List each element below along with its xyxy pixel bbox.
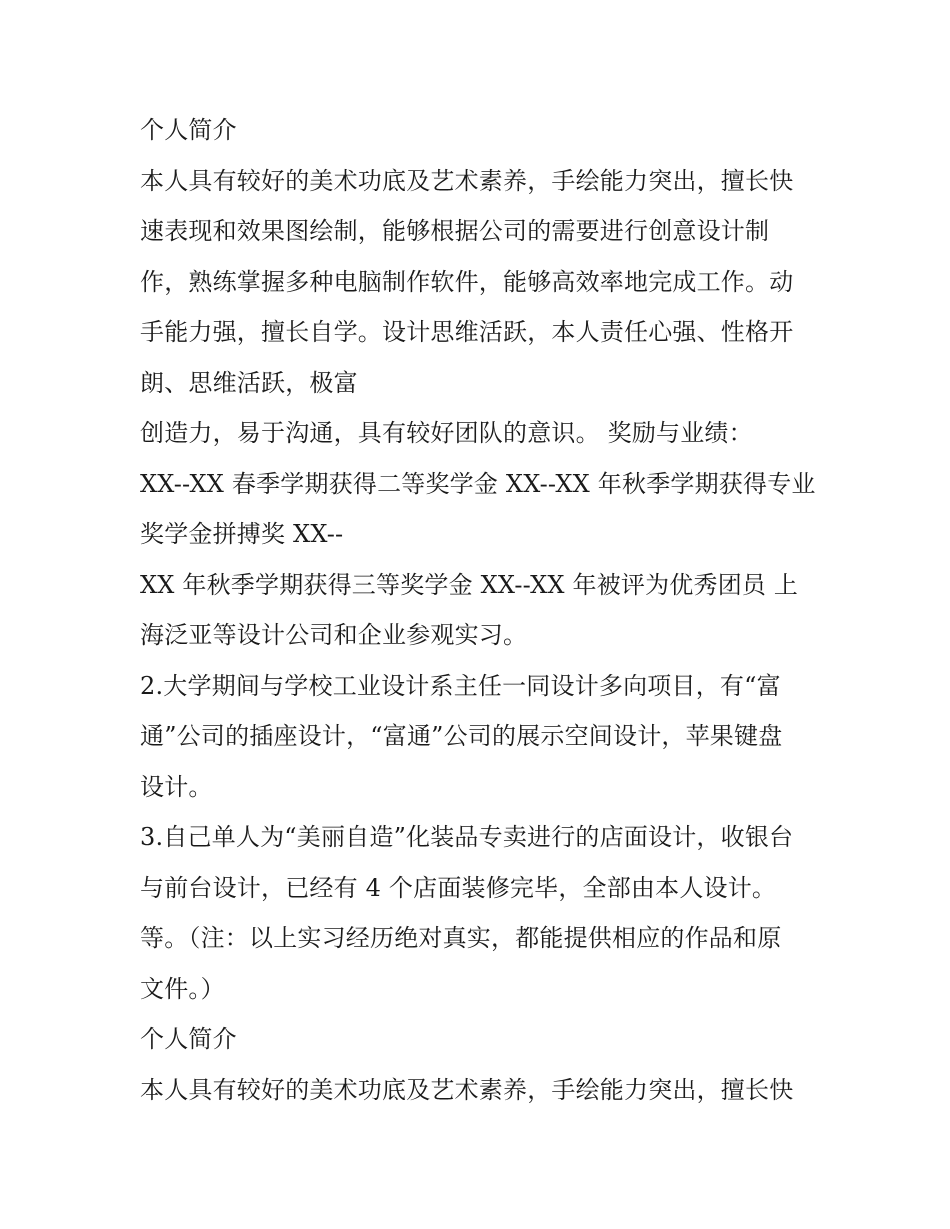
text-line: 本人具有较好的美术功底及艺术素养，手绘能力突出，擅长快: [140, 166, 794, 195]
text-line: 2.大学期间与学校工业设计系主任一同设计多向项目，有“富: [140, 671, 781, 700]
text-line: 朗、思维活跃，极富: [140, 368, 358, 397]
text-line: 设计。: [140, 772, 213, 801]
text-line: 海泛亚等设计公司和企业参观实习。: [140, 621, 528, 649]
text-line: 作，熟练掌握多种电脑制作软件，能够高效率地完成工作。动: [140, 267, 794, 296]
text-line: 与前台设计，已经有 4 个店面装修完毕，全部由本人设计。: [140, 873, 777, 902]
text-line: 速表现和效果图绘制，能够根据公司的需要进行创意设计制: [140, 217, 770, 245]
text-line: 文件。）: [140, 974, 225, 1003]
document-body: [140, 105, 830, 1115]
text-line: XX--XX 春季学期获得二等奖学金 XX--XX 年秋季学期获得专业: [140, 469, 816, 498]
text-line: 3.自己单人为“美丽自造”化装品专卖进行的店面设计，收银台: [140, 823, 794, 851]
text-line: 等。（注：以上实习经历绝对真实，都能提供相应的作品和原: [140, 924, 782, 952]
text-line: 创造力，易于沟通，具有较好团队的意识。 奖励与业绩：: [140, 419, 753, 447]
text-line: 手能力强，擅长自学。设计思维活跃，本人责任心强、性格开: [140, 318, 794, 346]
text-line: XX 年秋季学期获得三等奖学金 XX--XX 年被评为优秀团员 上: [140, 570, 799, 599]
heading-personal-intro: 个人简介: [140, 1025, 237, 1053]
heading-personal-intro: 个人简介: [140, 116, 237, 144]
text-line: 本人具有较好的美术功底及艺术素养，手绘能力突出，擅长快: [140, 1075, 794, 1104]
text-line: 奖学金拼搏奖 XX--: [140, 520, 344, 548]
text-line: 通”公司的插座设计，“富通”公司的展示空间设计，苹果键盘: [140, 722, 783, 750]
